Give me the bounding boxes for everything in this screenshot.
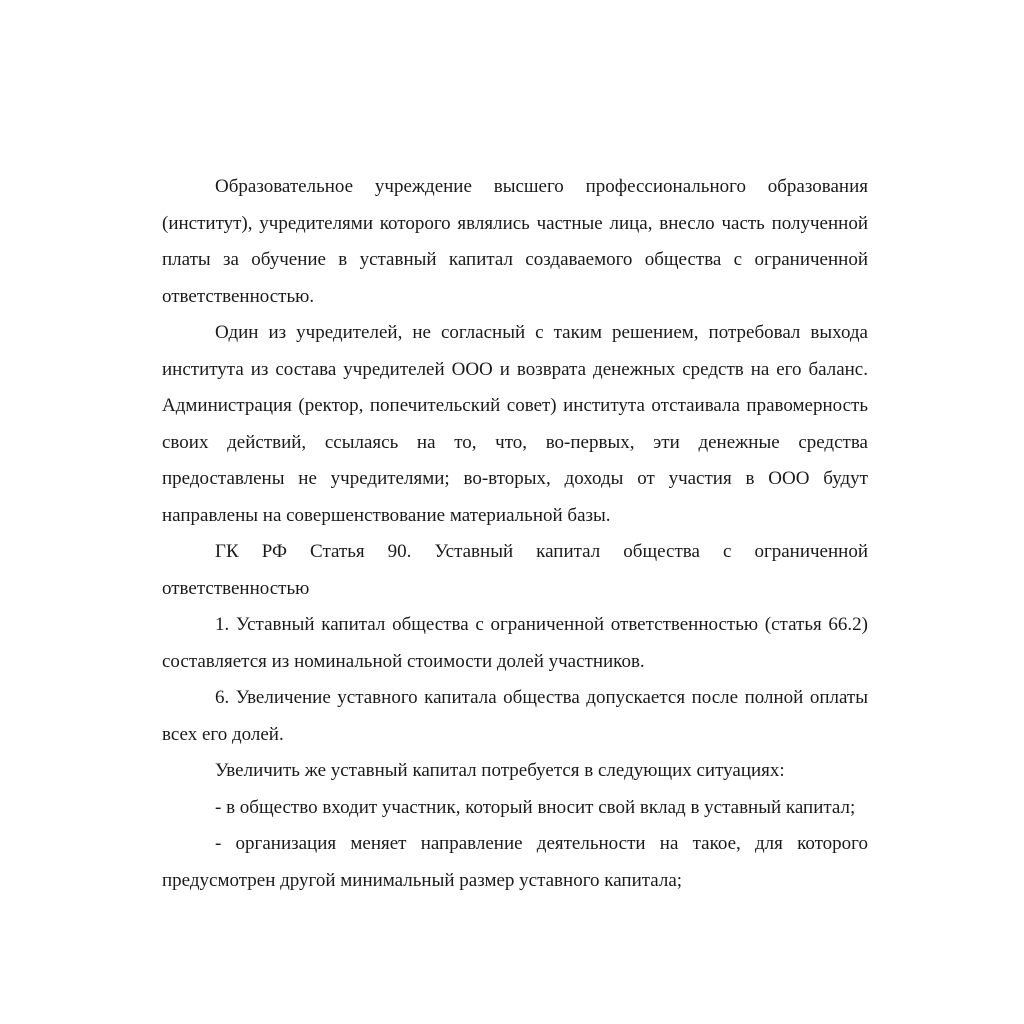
- paragraph-case-description: Образовательное учреждение высшего профессионального образования (институт), учредителями которого являлись частные лица, внесло часть полученной платы за обучение в уставный капитал создаваемого общества с ограниченной ответственностью.: [162, 176, 868, 307]
- paragraph-law-clause-1: 1. Уставный капитал общества с ограниченной ответственностью (статья 66.2) составляется из номинальной стоимости долей участников.: [162, 614, 868, 672]
- paragraph-increase-situations: Увеличить же уставный капитал потребуется в следующих ситуациях:: [215, 760, 785, 781]
- paragraph-law-clause-6: 6. Увеличение уставного капитала общества допускается после полной оплаты всех его долей.: [162, 687, 868, 745]
- document-body[interactable]: [162, 169, 868, 899]
- paragraph-founder-objection: Один из учредителей, не согласный с таким решением, потребовал выхода института из состава учредителей ООО и возврата денежных средств на его баланс. Администрация (ректор, попечительский совет) института отстаивала правомерность своих действий, ссылаясь на то, что, во-первых, эти денежные средства предоставлены не учредителями; во-вторых, доходы от участия в ООО будут направлены на совершенствование материальной базы.: [162, 322, 868, 526]
- list-item-new-participant: - в общество входит участник, который вносит свой вклад в уставный капитал;: [215, 796, 856, 818]
- paragraph-law-article-title: ГК РФ Статья 90. Уставный капитал общества с ограниченной ответственностью: [162, 541, 868, 599]
- list-item-activity-change: - организация меняет направление деятельности на такое, для которого предусмотрен другой минимальный размер уставного капитала;: [162, 833, 868, 891]
